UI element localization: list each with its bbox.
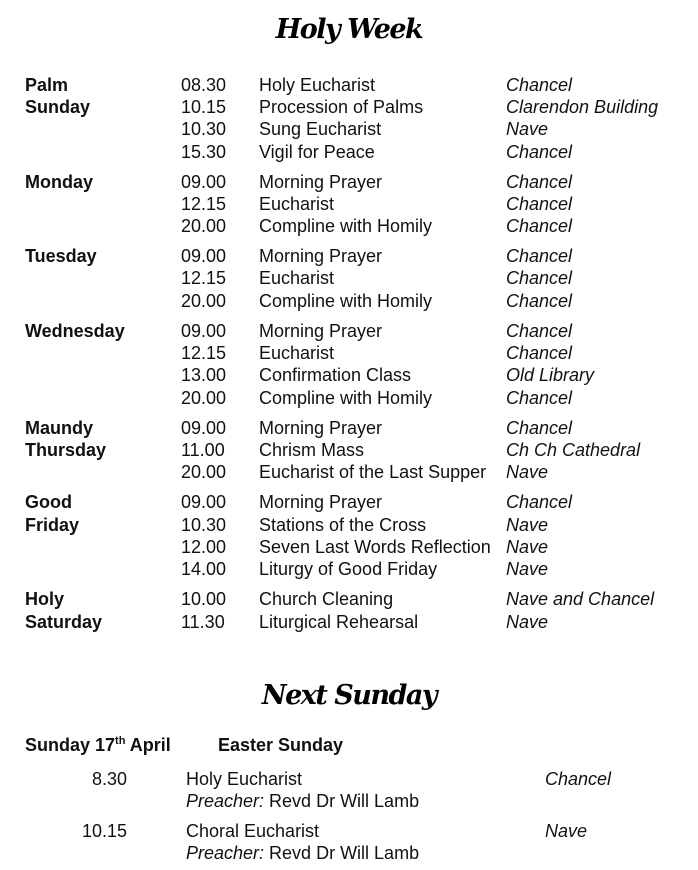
service-row: [0, 514, 698, 536]
service-name: Eucharist: [259, 193, 335, 214]
day-name-line: Monday: [25, 171, 94, 192]
service-row: [0, 439, 698, 461]
next-sunday-date: Sunday 17th April: [25, 735, 171, 755]
service-time: 10.30: [181, 119, 227, 140]
service-row: [0, 491, 698, 513]
service-place: Nave: [506, 611, 549, 632]
service-time: 14.00: [181, 559, 227, 580]
service-time: 20.00: [181, 216, 227, 237]
service-preacher: Preacher: Revd Dr Will Lamb: [186, 791, 420, 812]
service-row: [0, 611, 698, 633]
day-name-line: Sunday: [25, 96, 91, 117]
service-name: Choral Eucharist: [186, 821, 320, 841]
service-name: Holy Eucharist: [186, 769, 303, 789]
service-time: 09.00: [181, 171, 227, 192]
service-row: [0, 118, 698, 140]
service-row: [0, 558, 698, 580]
service-time: 09.00: [181, 320, 227, 341]
service-name: Eucharist of the Last Supper: [259, 462, 487, 483]
service-place: Chancel: [506, 171, 573, 192]
day-name-line: Palm: [25, 74, 69, 95]
service-name: Sung Eucharist: [259, 119, 382, 140]
service-time: 20.00: [181, 462, 227, 483]
day-name-line: Saturday: [25, 611, 103, 632]
service-place: Nave: [545, 821, 588, 841]
service-place: Chancel: [506, 216, 573, 237]
day-name-line: Thursday: [25, 440, 107, 461]
service-place: Chancel: [506, 417, 573, 438]
service-place: Chancel: [506, 141, 573, 162]
service-place: Ch Ch Cathedral: [506, 440, 641, 461]
service-name: Stations of the Cross: [259, 514, 427, 535]
service-name: Liturgy of Good Friday: [259, 559, 438, 580]
service-place: Nave: [506, 537, 549, 558]
service-name: Liturgical Rehearsal: [259, 611, 419, 632]
service-place: Chancel: [506, 492, 573, 513]
day-name-line: Maundy: [25, 417, 94, 438]
service-time: 13.00: [181, 365, 227, 386]
service-time: 10.15: [81, 821, 127, 841]
service-place: Chancel: [506, 246, 573, 267]
service-time: 15.30: [181, 141, 227, 162]
service-place: Chancel: [506, 320, 573, 341]
service-time: 12.15: [181, 268, 227, 289]
service-place: Chancel: [506, 290, 573, 311]
service-place: Nave: [506, 462, 549, 483]
service-place: Chancel: [506, 387, 573, 408]
service-row: [0, 387, 698, 409]
service-time: 09.00: [181, 246, 227, 267]
service-row: [0, 171, 698, 193]
service-time: 09.00: [181, 417, 227, 438]
service-name: Morning Prayer: [259, 417, 383, 438]
next-sunday-title: Next Sunday: [261, 680, 437, 711]
service-row: [0, 342, 698, 364]
service-row: [0, 96, 698, 118]
service-name: Morning Prayer: [259, 171, 383, 192]
service-name: Morning Prayer: [259, 492, 383, 513]
service-row: [0, 364, 698, 386]
service-row: [0, 267, 698, 289]
service-name: Confirmation Class: [259, 365, 412, 386]
day-name-line: Wednesday: [25, 320, 125, 341]
service-preacher: Preacher: Revd Dr Will Lamb: [186, 843, 420, 864]
service-place: Clarendon Building: [506, 96, 659, 117]
service-name: Morning Prayer: [259, 246, 383, 267]
service-name: Eucharist: [259, 343, 335, 364]
service-time: 12.15: [181, 193, 227, 214]
service-name: Compline with Homily: [259, 216, 433, 237]
service-time: 8.30: [91, 769, 127, 789]
service-row: [0, 215, 698, 237]
service-row: [0, 588, 698, 610]
service-time: 12.00: [181, 537, 227, 558]
service-name: Vigil for Peace: [259, 141, 375, 162]
service-place: Chancel: [545, 769, 612, 789]
service-place: Nave: [506, 514, 549, 535]
service-place: Chancel: [506, 268, 573, 289]
service-place: Chancel: [506, 343, 573, 364]
service-time: 12.15: [181, 343, 227, 364]
service-row: [0, 461, 698, 483]
service-time: 10.00: [181, 589, 227, 610]
service-place: Nave: [506, 559, 549, 580]
service-time: 20.00: [181, 290, 227, 311]
service-name: Church Cleaning: [259, 589, 394, 610]
service-row: [0, 74, 698, 96]
service-row: [0, 245, 698, 267]
next-sunday-name: Easter Sunday: [218, 735, 344, 755]
service-row: [0, 417, 698, 439]
service-time: 11.30: [181, 611, 225, 632]
service-place: Nave and Chancel: [506, 589, 655, 610]
day-name-line: Good: [25, 492, 72, 513]
service-place: Old Library: [506, 365, 595, 386]
service-time: 20.00: [181, 387, 227, 408]
day-name-line: Tuesday: [25, 246, 97, 267]
service-row: [0, 290, 698, 312]
service-time: 10.15: [181, 96, 227, 117]
service-place: Chancel: [506, 74, 573, 95]
service-place: Chancel: [506, 193, 573, 214]
day-name-line: Friday: [25, 514, 80, 535]
service-place: Nave: [506, 119, 549, 140]
service-name: Compline with Homily: [259, 387, 433, 408]
service-time: 08.30: [181, 74, 227, 95]
service-time: 09.00: [181, 492, 227, 513]
service-name: Chrism Mass: [259, 440, 365, 461]
service-row: [0, 141, 698, 163]
day-name-line: Holy: [25, 589, 65, 610]
holy-week-title: Holy Week: [275, 14, 423, 45]
service-name: Holy Eucharist: [259, 74, 376, 95]
service-name: Seven Last Words Reflection: [259, 537, 491, 558]
service-time: 10.30: [181, 514, 227, 535]
service-name: Morning Prayer: [259, 320, 383, 341]
service-name: Procession of Palms: [259, 96, 424, 117]
service-row: [0, 536, 698, 558]
service-row: [0, 193, 698, 215]
service-name: Eucharist: [259, 268, 335, 289]
service-time: 11.00: [181, 440, 225, 461]
service-row: [0, 320, 698, 342]
service-name: Compline with Homily: [259, 290, 433, 311]
